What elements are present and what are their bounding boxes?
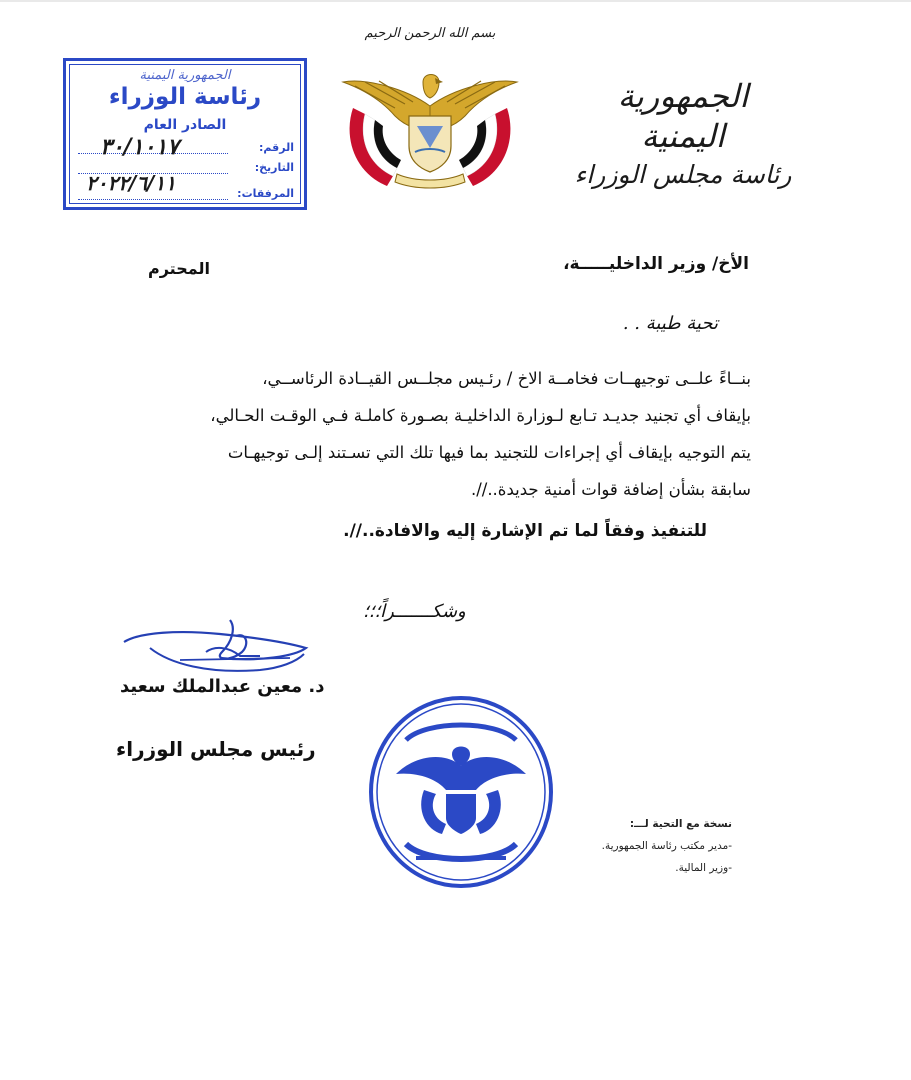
stamp-number-value: ٣٠/١٠١٧: [100, 135, 179, 160]
stamp-date-line: [78, 173, 228, 174]
issuer-country: الجمهورية اليمنية: [617, 77, 749, 155]
cc-recipient: -وزير المالية.: [675, 862, 732, 874]
greeting: تحية طيبة . .: [622, 313, 718, 334]
body-line: يتم التوجيه بإيقاف أي إجراءات للتجنيد بما فيها تلك التي تسـتند إلـى توجيهـات: [227, 443, 751, 462]
issuer-heading: [573, 76, 793, 194]
body-line: بإيقاف أي تجنيد جديـد تـابع لـوزارة الداخليـة بصـورة كاملـة فـي الوقـت الحـالي،: [210, 406, 751, 425]
stamp-presidency-text: رئاسة الوزراء: [108, 84, 262, 110]
stamp-republic-text: الجمهورية اليمنية: [139, 68, 231, 83]
official-seal-icon: [366, 694, 556, 890]
honorific: المحترم: [148, 259, 210, 278]
stamp-date-value: ٢٠٢٢/٦/١١: [86, 171, 176, 195]
body-line: بنــاءً علــى توجيهــات فخامــة الاخ / رئـيس مجلــس القيــادة الرئاســي،: [262, 369, 751, 388]
stamp-attachments-line: [78, 199, 228, 200]
handwritten-signature: [110, 612, 320, 682]
stamp-number-label: الرقم:: [259, 141, 294, 154]
cc-list: [532, 813, 732, 879]
top-border: [0, 0, 911, 2]
closing-instruction: للتنفيذ وفقاً لما تم الإشارة إليه والافادة..//.: [343, 521, 707, 541]
basmala: بسم الله الرحمن الرحيم: [364, 26, 496, 41]
body-line: سابقة بشأن إضافة قوات أمنية جديدة..//.: [470, 480, 751, 499]
thanks: وشكـــــــراً؛؛؛: [363, 601, 466, 622]
stamp-attachments-label: المرفقات:: [237, 187, 294, 200]
stamp-outgoing-text: الصادر العام: [143, 117, 227, 133]
signer-name: د. معين عبدالملك سعيد: [120, 676, 325, 697]
registration-stamp: [63, 58, 307, 210]
addressee: الأخ/ وزير الداخليـــــة،: [563, 254, 749, 274]
yemen-national-emblem-icon: [335, 68, 525, 192]
letter-body: [111, 360, 751, 508]
issuer-office: رئاسة مجلس الوزراء: [574, 160, 792, 189]
stamp-number-line: [78, 153, 228, 154]
cc-heading: نسخة مع التحية لـــ:: [629, 818, 732, 830]
stamp-date-label: التاريخ:: [254, 161, 294, 174]
cc-recipient: -مدير مكتب رئاسة الجمهورية.: [601, 840, 732, 852]
signer-title: رئيس مجلس الوزراء: [116, 737, 316, 761]
